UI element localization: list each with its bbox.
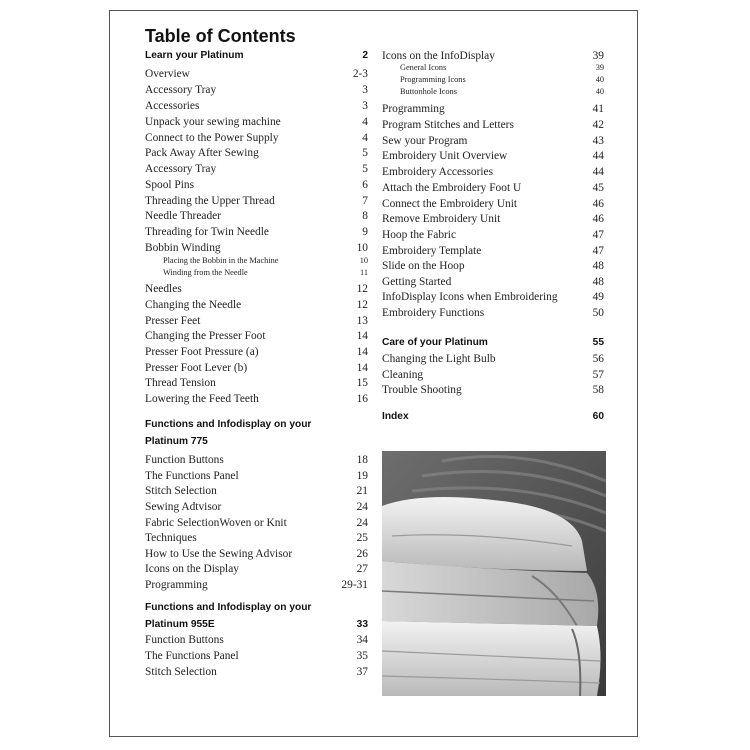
toc-page-number: 48 (592, 260, 604, 272)
toc-entry-title: Fabric SelectionWoven or Knit (145, 517, 287, 529)
toc-page-number: 10 (356, 242, 368, 254)
toc-entry-title: Hoop the Fabric (382, 229, 457, 241)
toc-entry (145, 375, 368, 391)
toc-entry (145, 483, 368, 499)
toc-page-number: 12 (356, 283, 368, 295)
toc-entry-title: Spool Pins (145, 179, 195, 191)
toc-entry (382, 351, 604, 367)
toc-section-heading (382, 335, 604, 351)
toc-section-heading (145, 417, 368, 433)
toc-entry (145, 297, 368, 313)
toc-page-number: 18 (356, 454, 368, 466)
toc-page-number: 3 (362, 100, 368, 112)
toc-page-number: 57 (592, 369, 604, 381)
toc-entry (382, 148, 604, 164)
toc-subentry (382, 86, 604, 98)
toc-entry (382, 180, 604, 196)
toc-entry-title: Cleaning (382, 369, 424, 381)
toc-entry-title: Thread Tension (145, 377, 216, 389)
toc-entry-title: Presser Feet (145, 315, 201, 327)
toc-entry-title: Sewing Adtvisor (145, 501, 222, 513)
toc-entry-title: Learn your Platinum (145, 50, 244, 61)
toc-page-number: 8 (362, 210, 368, 222)
toc-page-number: 41 (592, 103, 604, 115)
toc-entry (145, 632, 368, 648)
toc-entry (145, 240, 368, 256)
toc-page-number: 37 (356, 666, 368, 678)
toc-entry (382, 133, 604, 149)
toc-page-number: 48 (592, 276, 604, 288)
toc-entry-title: Functions and Infodisplay on your (145, 602, 312, 613)
toc-entry (145, 281, 368, 297)
toc-entry-title: Needle Threader (145, 210, 221, 222)
toc-entry-title: Presser Foot Lever (b) (145, 362, 248, 374)
toc-page-number: 5 (362, 163, 368, 175)
toc-entry (382, 305, 604, 321)
toc-entry-title: Trouble Shooting (382, 384, 462, 396)
toc-entry-title: Programming (145, 579, 208, 591)
folded-linens-photo (382, 451, 606, 696)
toc-entry-title: The Functions Panel (145, 650, 239, 662)
toc-section-heading (145, 48, 368, 64)
toc-entry (382, 382, 604, 398)
toc-page-number: 12 (356, 299, 368, 311)
toc-page-number: 4 (362, 132, 368, 144)
toc-entry-title: Index (382, 411, 409, 422)
toc-entry-title: Threading the Upper Thread (145, 195, 275, 207)
toc-entry-title: Remove Embroidery Unit (382, 213, 501, 225)
toc-page-number: 46 (592, 198, 604, 210)
toc-page-number: 26 (356, 548, 368, 560)
toc-page-number: 19 (356, 470, 368, 482)
toc-entry (145, 391, 368, 407)
toc-entry (145, 344, 368, 360)
toc-entry (382, 164, 604, 180)
toc-page-number: 39 (595, 63, 604, 72)
toc-entry (145, 546, 368, 562)
toc-entry-title: Techniques (145, 532, 197, 544)
toc-entry-title: Buttonhole Icons (400, 87, 457, 96)
toc-page-number: 42 (592, 119, 604, 131)
toc-entry-title: Changing the Presser Foot (145, 330, 266, 342)
toc-page-number: 7 (362, 195, 368, 207)
toc-section-heading (145, 600, 368, 616)
toc-entry-title: InfoDisplay Icons when Embroidering (382, 291, 558, 303)
toc-entry-title: Connect the Embroidery Unit (382, 198, 518, 210)
toc-entry (382, 117, 604, 133)
toc-entry-title: Embroidery Accessories (382, 166, 494, 178)
toc-entry-title: Function Buttons (145, 454, 224, 466)
toc-entry-title: Winding from the Needle (163, 268, 248, 277)
toc-page-number: 33 (356, 619, 368, 630)
toc-entry-title: Accessories (145, 100, 200, 112)
toc-entry-title: Pack Away After Sewing (145, 147, 259, 159)
toc-entry (145, 82, 368, 98)
toc-entry-title: Program Stitches and Letters (382, 119, 514, 131)
toc-page-number: 60 (592, 411, 604, 422)
toc-page-number: 29-31 (341, 579, 368, 591)
toc-subentry (382, 74, 604, 86)
toc-section-heading (382, 409, 604, 425)
toc-page-number: 14 (356, 362, 368, 374)
toc-entry (145, 130, 368, 146)
toc-page-number: 14 (356, 346, 368, 358)
toc-entry (145, 648, 368, 664)
toc-entry (145, 515, 368, 531)
toc-entry-title: The Functions Panel (145, 470, 239, 482)
toc-entry-title: Programming Icons (400, 75, 466, 84)
toc-entry (145, 577, 368, 593)
toc-page-number: 24 (356, 501, 368, 513)
toc-page-number: 44 (592, 150, 604, 162)
toc-page-number: 35 (356, 650, 368, 662)
toc-page-number: 34 (356, 634, 368, 646)
toc-entry (145, 114, 368, 130)
toc-entry (145, 664, 368, 680)
toc-entry-title: Presser Foot Pressure (a) (145, 346, 259, 358)
toc-page-number: 39 (592, 50, 604, 62)
toc-entry-title: Embroidery Unit Overview (382, 150, 508, 162)
toc-entry-title: Unpack your sewing machine (145, 116, 281, 128)
toc-entry (145, 177, 368, 193)
toc-entry (145, 452, 368, 468)
toc-page-number: 13 (356, 315, 368, 327)
toc-entry (145, 224, 368, 240)
toc-page-number: 46 (592, 213, 604, 225)
toc-entry (145, 313, 368, 329)
toc-page-number: 55 (592, 337, 604, 348)
toc-entry (382, 367, 604, 383)
toc-entry (382, 258, 604, 274)
toc-entry-title: Placing the Bobbin in the Machine (163, 256, 279, 265)
toc-entry (382, 211, 604, 227)
toc-page-number: 43 (592, 135, 604, 147)
toc-page-number: 50 (592, 307, 604, 319)
toc-page-number: 3 (362, 84, 368, 96)
toc-page-number: 58 (592, 384, 604, 396)
toc-entry (382, 101, 604, 117)
toc-page-number: 49 (592, 291, 604, 303)
toc-entry-title: Getting Started (382, 276, 452, 288)
toc-entry (382, 274, 604, 290)
toc-entry-title: Programming (382, 103, 445, 115)
toc-entry-title: Icons on the Display (145, 563, 239, 575)
toc-page-number: 10 (359, 256, 368, 265)
toc-entry (145, 66, 368, 82)
toc-page-number: 2 (362, 50, 368, 61)
toc-entry-title: Stitch Selection (145, 485, 217, 497)
toc-entry-title: Threading for Twin Needle (145, 226, 269, 238)
toc-page-number: 25 (356, 532, 368, 544)
toc-entry-title: Sew your Program (382, 135, 468, 147)
toc-entry-title: Lowering the Feed Teeth (145, 393, 259, 405)
toc-page-number: 11 (360, 268, 368, 277)
toc-entry-title: Icons on the InfoDisplay (382, 50, 495, 62)
toc-page-number: 2-3 (352, 68, 368, 80)
toc-page-number: 5 (362, 147, 368, 159)
toc-page-number: 47 (592, 245, 604, 257)
toc-page-number: 56 (592, 353, 604, 365)
toc-entry-title: Overview (145, 68, 190, 80)
toc-subentry (145, 255, 368, 267)
toc-entry (145, 499, 368, 515)
toc-entry-title: Connect to the Power Supply (145, 132, 279, 144)
toc-entry (382, 227, 604, 243)
toc-entry (145, 98, 368, 114)
toc-entry (145, 468, 368, 484)
toc-entry (145, 161, 368, 177)
toc-entry-title: Attach the Embroidery Foot U (382, 182, 522, 194)
toc-page-number: 14 (356, 330, 368, 342)
toc-page-number: 9 (362, 226, 368, 238)
toc-section-heading (145, 434, 368, 450)
toc-entry-title: Needles (145, 283, 182, 295)
toc-entry-title: Care of your Platinum (382, 337, 488, 348)
toc-entry-title: Bobbin Winding (145, 242, 221, 254)
toc-page-number: 47 (592, 229, 604, 241)
toc-entry (145, 328, 368, 344)
toc-subentry (145, 267, 368, 279)
toc-subentry (382, 62, 604, 74)
toc-entry-title: Accessory Tray (145, 84, 217, 96)
toc-entry-title: Platinum 955E (145, 619, 215, 630)
toc-entry-title: Slide on the Hoop (382, 260, 465, 272)
toc-page-number: 15 (356, 377, 368, 389)
toc-entry (145, 360, 368, 376)
toc-entry (382, 289, 604, 305)
toc-section-heading (145, 617, 368, 633)
toc-page-number: 24 (356, 517, 368, 529)
toc-entry-title: Embroidery Template (382, 245, 482, 257)
toc-page-number: 16 (356, 393, 368, 405)
toc-entry (145, 193, 368, 209)
toc-entry (145, 145, 368, 161)
toc-page-number: 21 (356, 485, 368, 497)
toc-page-number: 27 (356, 563, 368, 575)
toc-page-number: 4 (362, 116, 368, 128)
toc-page-number: 44 (592, 166, 604, 178)
toc-entry-title: Embroidery Functions (382, 307, 485, 319)
toc-entry-title: Platinum 775 (145, 436, 208, 447)
toc-entry (145, 530, 368, 546)
toc-entry-title: How to Use the Sewing Advisor (145, 548, 293, 560)
toc-entry-title: Stitch Selection (145, 666, 217, 678)
toc-page-number: 45 (592, 182, 604, 194)
page-title: Table of Contents (145, 26, 296, 46)
toc-page-number: 40 (595, 87, 604, 96)
toc-page-number: 40 (595, 75, 604, 84)
document-page (109, 10, 638, 737)
toc-entry-title: General Icons (400, 63, 447, 72)
toc-entry (145, 561, 368, 577)
toc-entry (382, 196, 604, 212)
toc-entry (145, 208, 368, 224)
toc-entry-title: Functions and Infodisplay on your (145, 419, 312, 430)
toc-entry-title: Changing the Needle (145, 299, 242, 311)
toc-page-number: 6 (362, 179, 368, 191)
toc-entry (382, 243, 604, 259)
toc-entry-title: Changing the Light Bulb (382, 353, 496, 365)
toc-entry-title: Function Buttons (145, 634, 224, 646)
toc-entry-title: Accessory Tray (145, 163, 217, 175)
